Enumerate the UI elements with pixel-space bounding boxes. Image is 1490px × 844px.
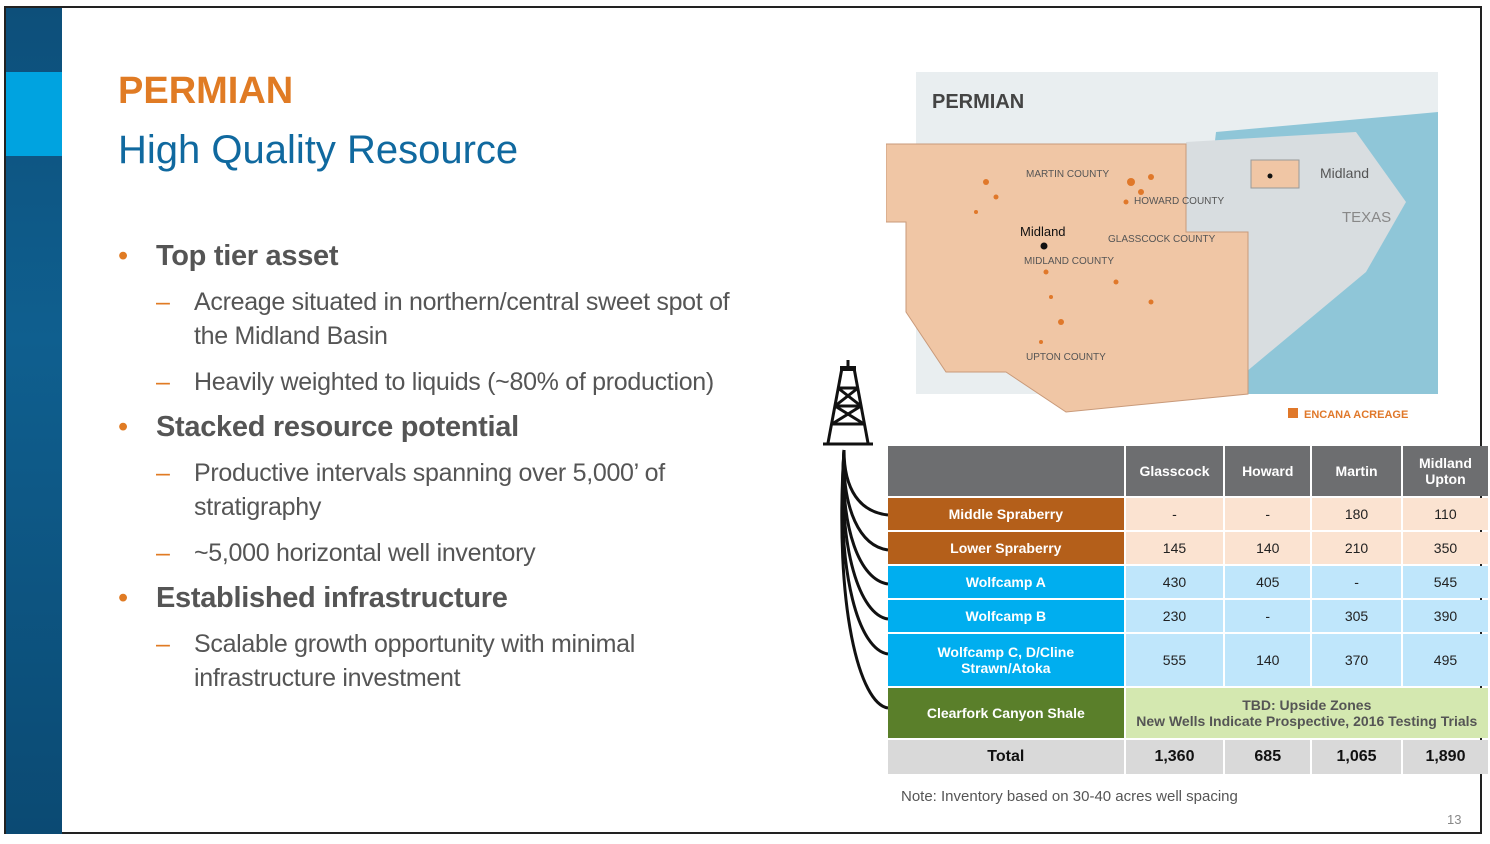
table-cell: - <box>1312 566 1401 598</box>
row-label-middle-spraberry: Middle Spraberry <box>888 498 1124 530</box>
total-cell: 1,890 <box>1403 740 1488 774</box>
table-cell: 180 <box>1312 498 1401 530</box>
bullet-list <box>118 238 758 707</box>
table-cell: 390 <box>1403 600 1488 632</box>
map-label-midland-county: MIDLAND COUNTY <box>1024 256 1115 267</box>
bullet-stacked: • Stacked resource potential <box>118 411 519 443</box>
col-header-midland-upton: Midland Upton <box>1403 446 1488 496</box>
bullet-top-tier: • Top tier asset <box>118 240 339 272</box>
map-label-texas: TEXAS <box>1342 209 1392 226</box>
clearfork-note: TBD: Upside Zones New Wells Indicate Prospective, 2016 Testing Trials <box>1126 688 1488 738</box>
bullet-infrastructure: • Established infrastructure <box>118 582 508 614</box>
footnote: Note: Inventory based on 30-40 acres well spacing <box>901 788 1238 805</box>
sub-bullet: – Scalable growth opportunity with minimal infrastructure investment <box>156 630 635 692</box>
map-label-inset-midland: Midland <box>1320 165 1370 181</box>
row-label-lower-spraberry: Lower Spraberry <box>888 532 1124 564</box>
page-number: 13 <box>1447 812 1462 827</box>
total-cell: 1,065 <box>1312 740 1401 774</box>
permian-map <box>886 72 1438 430</box>
table-cell: 545 <box>1403 566 1488 598</box>
map-label-howard: HOWARD COUNTY <box>1134 196 1225 207</box>
oil-rig-icon <box>818 358 878 453</box>
row-label-wolfcamp-c: Wolfcamp C, D/Cline Strawn/Atoka <box>888 634 1124 686</box>
sub-bullet: – Heavily weighted to liquids (~80% of production) <box>156 368 714 396</box>
sub-bullet: – Productive intervals spanning over 5,000’ of stratigraphy <box>156 459 665 521</box>
table-cell: 370 <box>1312 634 1401 686</box>
map-title: PERMIAN <box>932 91 1025 113</box>
table-cell: 110 <box>1403 498 1488 530</box>
table-cell: - <box>1225 498 1310 530</box>
sub-bullet: – ~5,000 horizontal well inventory <box>156 539 536 567</box>
map-label-upton: UPTON COUNTY <box>1026 352 1106 363</box>
col-header-howard: Howard <box>1225 446 1310 496</box>
table-cell: - <box>1225 600 1310 632</box>
row-label-clearfork: Clearfork Canyon Shale <box>888 688 1124 738</box>
total-cell: 1,360 <box>1126 740 1224 774</box>
table-cell: 350 <box>1403 532 1488 564</box>
table-cell: 210 <box>1312 532 1401 564</box>
row-label-wolfcamp-a: Wolfcamp A <box>888 566 1124 598</box>
row-label-wolfcamp-b: Wolfcamp B <box>888 600 1124 632</box>
total-cell: 685 <box>1225 740 1310 774</box>
slide-title: PERMIAN <box>118 70 294 112</box>
sub-bullet: – Acreage situated in northern/central sweet spot of the Midland Basin <box>156 288 730 350</box>
table-cell: 230 <box>1126 600 1224 632</box>
col-header-martin: Martin <box>1312 446 1401 496</box>
table-cell: 495 <box>1403 634 1488 686</box>
table-cell: 305 <box>1312 600 1401 632</box>
row-label-total: Total <box>888 740 1124 774</box>
map-label-glasscock: GLASSCOCK COUNTY <box>1108 234 1216 245</box>
table-cell: 430 <box>1126 566 1224 598</box>
table-cell: - <box>1126 498 1224 530</box>
table-cell: 140 <box>1225 634 1310 686</box>
inventory-table <box>886 444 1490 776</box>
table-cell: 145 <box>1126 532 1224 564</box>
sidebar-accent <box>6 72 62 156</box>
map-label-midland-city: Midland <box>1020 224 1066 239</box>
slide-subtitle: High Quality Resource <box>118 128 519 172</box>
table-cell: 555 <box>1126 634 1224 686</box>
table-cell: 405 <box>1225 566 1310 598</box>
sidebar-bar <box>6 8 62 834</box>
table-header-blank <box>888 446 1124 496</box>
map-label-martin: MARTIN COUNTY <box>1026 169 1110 180</box>
map-legend: ENCANA ACREAGE <box>1304 409 1409 421</box>
table-cell: 140 <box>1225 532 1310 564</box>
col-header-glasscock: Glasscock <box>1126 446 1224 496</box>
